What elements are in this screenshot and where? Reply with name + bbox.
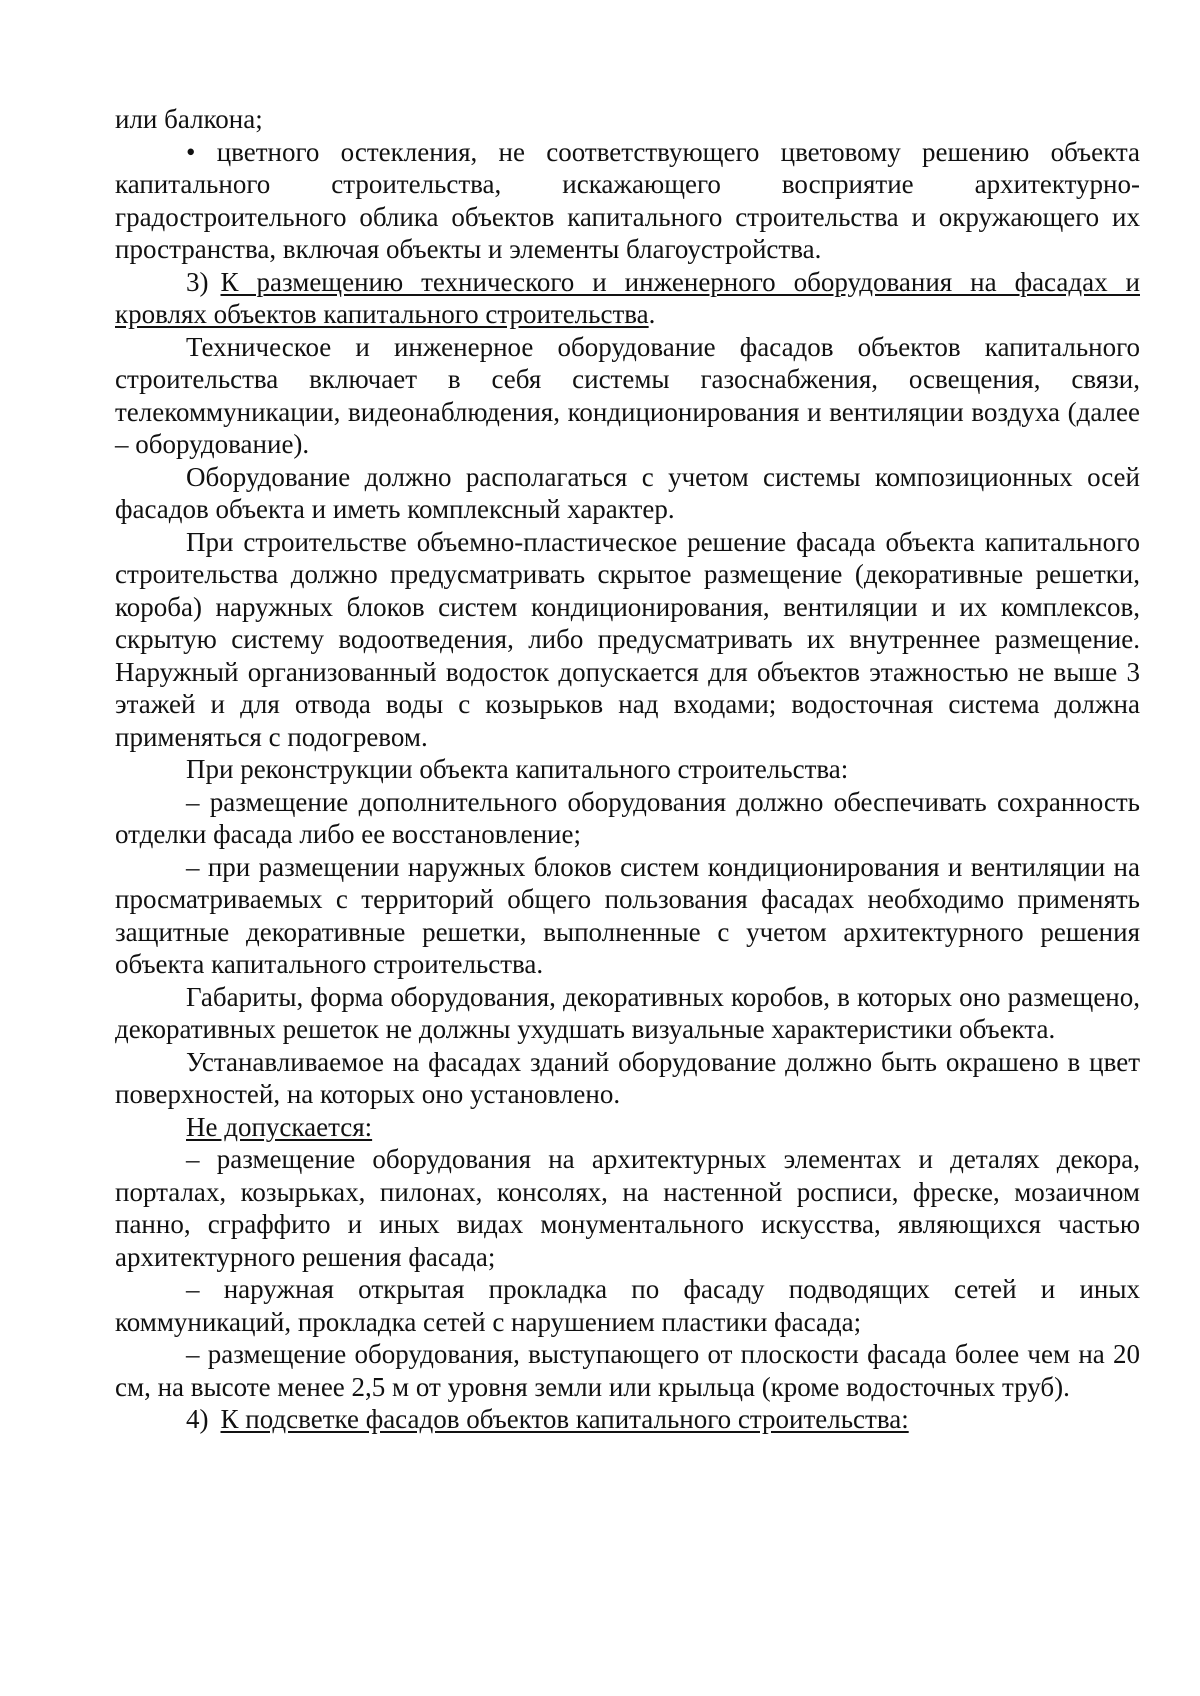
list-item-additional-equipment: – размещение дополнительного оборудования должно обеспечивать сохранность отделки фасада либо ее восстановление;	[115, 786, 1140, 849]
list-item-outdoor-units: – при размещении наружных блоков систем кондиционирования и вентиляции на просматриваемых с территорий общего пользования фасадах необходимо применять защитные декоративные решетки, выполненные с учетом архитектурного решения объекта капитального строительства.	[115, 851, 1140, 979]
paragraph-balcony-end: или балкона;	[115, 104, 263, 134]
paragraph-construction: При строительстве объемно-пластическое решение фасада объекта капитального строительства должно предусматривать скрытое размещение (декоративные решетки, короба) наружных блоков систем кондиционирования, вентиляции и их комплексов, скрытую систему водоотведения, либо предусматривать их внутреннее размещение. Наружный организованный водосток допускается для объектов этажностью не выше 3 этажей и для отвода воды с козырьков над входами; водосточная система должна применяться с подогревом.	[115, 526, 1140, 752]
paragraph-equipment-placement: Оборудование должно располагаться с учетом системы композиционных осей фасадов объекта и иметь комплексный характер.	[115, 461, 1140, 524]
document-page	[115, 103, 1140, 1436]
paragraph-equipment-definition: Техническое и инженерное оборудование фасадов объектов капитального строительства включает в себя системы газоснабжения, освещения, связи, телекоммуникации, видеонаблюдения, кондиционирования и вентиляции воздуха (далее – оборудование).	[115, 331, 1140, 459]
not-allowed-label: Не допускается:	[186, 1111, 373, 1142]
section-4-heading	[115, 1403, 1140, 1436]
section-3-period: .	[648, 299, 656, 329]
bullet-colored-glazing: • цветного остекления, не соответствующего цветовому решению объекта капитального строительства, искажающего восприятие архитектурно-градостроительного облика объектов капитального строительства и окружающего их пространства, включая объекты и элементы благоустройства.	[115, 136, 1140, 266]
list-item-protruding-equipment: – размещение оборудования, выступающего от плоскости фасада более чем на 20 см, на высоте менее 2,5 м от уровня земли или крыльца (кроме водосточных труб).	[115, 1339, 1140, 1402]
section-4-title: К подсветке фасадов объектов капитального строительства:	[220, 1404, 909, 1434]
paragraph-reconstruction: При реконструкции объекта капитального строительства:	[186, 754, 849, 784]
section-3-heading	[115, 266, 1140, 331]
paragraph-painting: Устанавливаемое на фасадах зданий оборудование должно быть окрашено в цвет поверхностей, на которых оно установлено.	[115, 1046, 1140, 1109]
list-item-architectural-elements: – размещение оборудования на архитектурных элементах и деталях декора, порталах, козырьках, пилонах, консолях, на настенной росписи, фреске, мозаичном панно, сграффито и иных видах монументального искусства, являющихся частью архитектурного решения фасада;	[115, 1144, 1140, 1272]
list-item-open-laying: – наружная открытая прокладка по фасаду подводящих сетей и иных коммуникаций, прокладка сетей с нарушением пластики фасада;	[115, 1274, 1140, 1337]
section-3-number: 3)	[186, 266, 209, 297]
section-4-number: 4)	[186, 1404, 209, 1434]
paragraph-dimensions: Габариты, форма оборудования, декоративных коробов, в которых оно размещено, декоративных решеток не должны ухудшать визуальные характеристики объекта.	[115, 981, 1140, 1044]
section-3-title: К размещению технического и инженерного оборудования на фасадах и кровлях объектов капитального строительства	[115, 266, 1140, 329]
not-allowed-heading	[115, 1111, 1140, 1144]
